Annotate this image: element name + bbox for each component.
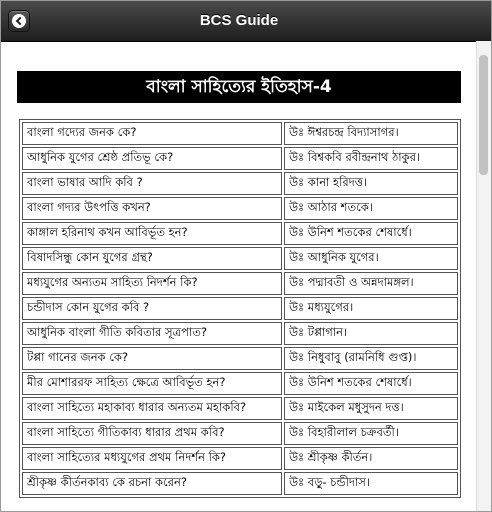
table-row	[22, 422, 458, 445]
question-cell: বাংলা সাহিত্যের মধ্যযুগের প্রথম নিদর্শন কি?	[22, 447, 282, 470]
answer-cell: উঃ উনিশ শতকের শেষার্ধে।	[284, 372, 458, 395]
answer-cell: উঃ কানা হরিদত্ত।	[284, 172, 458, 195]
qa-table-body	[22, 122, 458, 495]
scrollbar-thumb[interactable]	[479, 55, 488, 175]
table-row	[22, 122, 458, 145]
table-row	[22, 222, 458, 245]
table-row	[22, 172, 458, 195]
question-cell: মধ্যযুগের অন্যতম সাহিত্য নিদর্শন কি?	[22, 272, 282, 295]
table-row	[22, 297, 458, 320]
qa-table	[19, 119, 461, 498]
question-cell: শ্রীকৃষ্ণ কীর্তনকাব্য কে রচনা করেন?	[22, 472, 282, 495]
question-cell: চন্ডীদাস কোন যুগের কবি ?	[22, 297, 282, 320]
table-row	[22, 472, 458, 495]
app-title: BCS Guide	[199, 12, 279, 29]
answer-cell: উঃ বড়ু- চন্ডীদাস।	[284, 472, 458, 495]
answer-cell: উঃ বিহারীলাল চক্রবর্তী।	[284, 422, 458, 445]
page-heading: বাংলা সাহিত্যের ইতিহাস-4	[17, 71, 461, 103]
table-row	[22, 247, 458, 270]
table-row	[22, 147, 458, 170]
table-row	[22, 197, 458, 220]
answer-cell: উঃ ঈশ্বরচন্দ্র বিদ্যাসাগর।	[284, 122, 458, 145]
answer-cell: উঃ মধ্যযুগের।	[284, 297, 458, 320]
question-cell: বাংলা সাহিত্যে গীতিকাব্য ধারার প্রথম কবি?	[22, 422, 282, 445]
question-cell: বাংলা গদ্যর উৎপত্তি কখন?	[22, 197, 282, 220]
answer-cell: উঃ মাইকেল মধুসুদন দত্ত।	[284, 397, 458, 420]
question-cell: বাংলা সাহিত্যে মহাকাব্য ধারার অন্যতম মহাকবি?	[22, 397, 282, 420]
question-cell: আধুনিক বাংলা গীতি কবিতার সূত্রপাত?	[22, 322, 282, 345]
table-row	[22, 322, 458, 345]
answer-cell: উঃ বিশ্বকবি রবীন্দ্রনাথ ঠাকুর।	[284, 147, 458, 170]
answer-cell: উঃ আঠার শতকে।	[284, 197, 458, 220]
content-area	[17, 71, 461, 498]
answer-cell: উঃ পদ্মাবতী ও অন্নদামঙ্গল।	[284, 272, 458, 295]
answer-cell: উঃ টপ্পাগান।	[284, 322, 458, 345]
answer-cell: উঃ উনিশ শতকের শেষার্ধে।	[284, 222, 458, 245]
table-row	[22, 447, 458, 470]
question-cell: বাংলা গদ্যের জনক কে?	[22, 122, 282, 145]
header-bar	[1, 1, 491, 42]
table-row	[22, 397, 458, 420]
question-cell: বিষাদসিন্ধু কোন যুগের গ্রন্থ?	[22, 247, 282, 270]
question-cell: মীর মোশাররফ সাহিত্য ক্ষেত্রে আবির্ভূত হন?	[22, 372, 282, 395]
question-cell: টপ্পা গানের জনক কে?	[22, 347, 282, 370]
question-cell: কাঙ্গাল হরিনাথ কখন আবির্ভূত হন?	[22, 222, 282, 245]
vertical-scrollbar[interactable]	[476, 41, 491, 511]
question-cell: বাংলা ভাষার আদি কবি ?	[22, 172, 282, 195]
answer-cell: উঃ নিধুবাবু (রামনিধি গুপ্ত)।	[284, 347, 458, 370]
table-row	[22, 272, 458, 295]
table-row	[22, 372, 458, 395]
answer-cell: উঃ আধুনিক যুগের।	[284, 247, 458, 270]
table-row	[22, 347, 458, 370]
answer-cell: উঃ শ্রীকৃষ্ণ কীর্তন।	[284, 447, 458, 470]
question-cell: আধুনিক যুগের শ্রেষ্ঠ প্রতিভূ কে?	[22, 147, 282, 170]
